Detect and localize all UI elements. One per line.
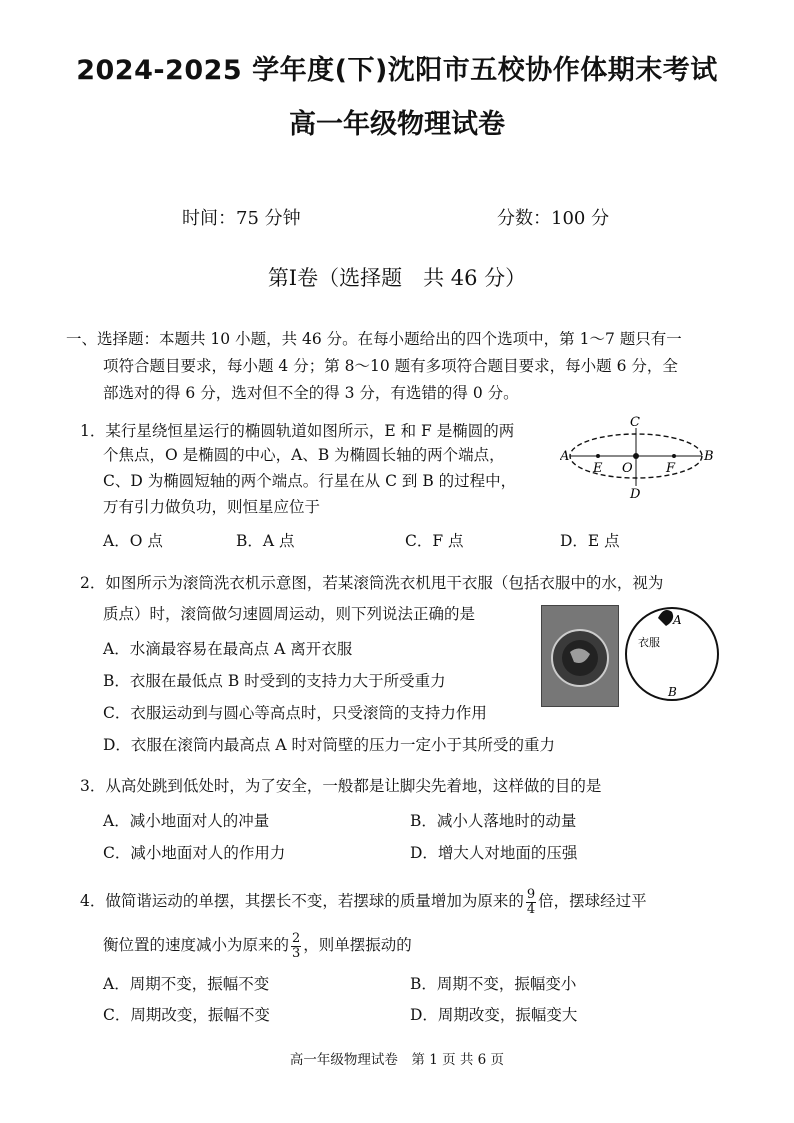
q1-stem-line-1: 1．某行星绕恒星运行的椭圆轨道如图所示，E 和 F 是椭圆的两 <box>80 422 515 440</box>
q3-option-d: D．增大人对地面的压强 <box>410 844 578 862</box>
q3-option-a: A．减小地面对人的冲量 <box>103 812 270 830</box>
q4-option-d: D．周期改变，振幅变大 <box>410 1006 578 1024</box>
label-a: A <box>560 449 570 464</box>
q4-line2-text: 衡位置的速度减小为原来的 <box>103 936 290 954</box>
q1-stem-line-4: 万有引力做负功，则恒星应位于 <box>103 498 321 516</box>
label-d: D <box>630 487 641 502</box>
label-e: E <box>593 461 603 476</box>
q2-option-a: A．水滴最容易在最高点 A 离开衣服 <box>103 640 353 658</box>
q4-line1-text: 4．做简谐运动的单摆，其摆长不变，若摆球的质量增加为原来的 <box>80 892 524 910</box>
focus-e-point <box>596 454 600 458</box>
q4-line1-tail: 倍，摆球经过平 <box>538 892 647 910</box>
q2-option-d: D．衣服在滚筒内最高点 A 时对筒壁的压力一定小于其所受的重力 <box>103 736 555 754</box>
frac2-denominator: 3 <box>292 945 301 961</box>
label-f: F <box>666 461 676 476</box>
center-point <box>633 453 639 459</box>
q3-option-b: B．减小人落地时的动量 <box>410 812 577 830</box>
q4-stem-line-2 <box>103 928 412 962</box>
q1-option-d: D．E 点 <box>560 532 620 550</box>
q4-fraction-2 <box>291 932 301 961</box>
label-b: B <box>668 685 677 699</box>
q4-option-c: C．周期改变，振幅不变 <box>103 1006 270 1024</box>
q2-option-b: B．衣服在最低点 B 时受到的支持力大于所受重力 <box>103 672 446 690</box>
exam-subtitle: 高一年级物理试卷 <box>289 109 505 140</box>
q1-stem-line-2: 个焦点，O 是椭圆的中心，A、B 为椭圆长轴的两个端点， <box>103 446 505 464</box>
q2-drum-diagram <box>624 604 720 704</box>
exam-score: 分数：100 分 <box>497 208 610 229</box>
instructions-line-2: 项符合题目要求，每小题 4 分；第 8～10 题有多项符合题目要求，每小题 6 分，全 <box>103 357 678 375</box>
q1-ellipse-diagram <box>560 412 720 504</box>
page-footer: 高一年级物理试卷 第 1 页 共 6 页 <box>289 1052 505 1068</box>
frac1-numerator: 9 <box>526 886 536 902</box>
q2-option-c: C．衣服运动到与圆心等高点时，只受滚筒的支持力作用 <box>103 704 487 722</box>
frac1-denominator: 4 <box>526 901 536 917</box>
focus-f-point <box>672 454 676 458</box>
exam-title: 2024-2025 学年度(下)沈阳市五校协作体期末考试 <box>76 55 718 86</box>
q4-line2-tail: ，则单摆振动的 <box>303 936 412 954</box>
q3-option-c: C．减小地面对人的作用力 <box>103 844 286 862</box>
q1-stem-line-3: C、D 为椭圆短轴的两个端点。行星在从 C 到 B 的过程中， <box>103 472 517 490</box>
q3-stem: 3．从高处跳到低处时，为了安全，一般都是让脚尖先着地，这样做的目的是 <box>80 777 602 795</box>
q2-stem-line-1: 2．如图所示为滚筒洗衣机示意图，若某滚筒洗衣机甩干衣服（包括衣服中的水，视为 <box>80 574 664 592</box>
q4-stem-line-1 <box>80 884 647 918</box>
q4-option-a: A．周期不变，振幅不变 <box>103 975 270 993</box>
label-c: C <box>630 415 640 430</box>
q1-option-c: C．F 点 <box>405 532 464 550</box>
q1-option-b: B．A 点 <box>236 532 295 550</box>
q4-option-b: B．周期不变，振幅变小 <box>410 975 577 993</box>
frac2-numerator: 2 <box>292 930 301 946</box>
label-cloth: 衣服 <box>638 636 660 649</box>
q2-stem-line-2: 质点）时，滚筒做匀速圆周运动，则下列说法正确的是 <box>103 605 476 623</box>
label-b: B <box>704 449 714 464</box>
instructions-line-3: 部选对的得 6 分，选对但不全的得 3 分，有选错的得 0 分。 <box>103 384 519 402</box>
cloth-mark <box>658 610 673 626</box>
label-o: O <box>622 461 633 476</box>
exam-time: 时间：75 分钟 <box>182 208 301 229</box>
washing-machine-photo <box>541 605 619 707</box>
q4-fraction-1 <box>526 888 536 917</box>
label-a: A <box>673 613 682 627</box>
instructions-line-1: 一、选择题：本题共 10 小题，共 46 分。在每小题给出的四个选项中，第 1～7 题只有一 <box>66 330 682 348</box>
section-title: 第Ⅰ卷（选择题 共 46 分） <box>267 266 527 290</box>
q1-option-a: A．O 点 <box>103 532 163 550</box>
